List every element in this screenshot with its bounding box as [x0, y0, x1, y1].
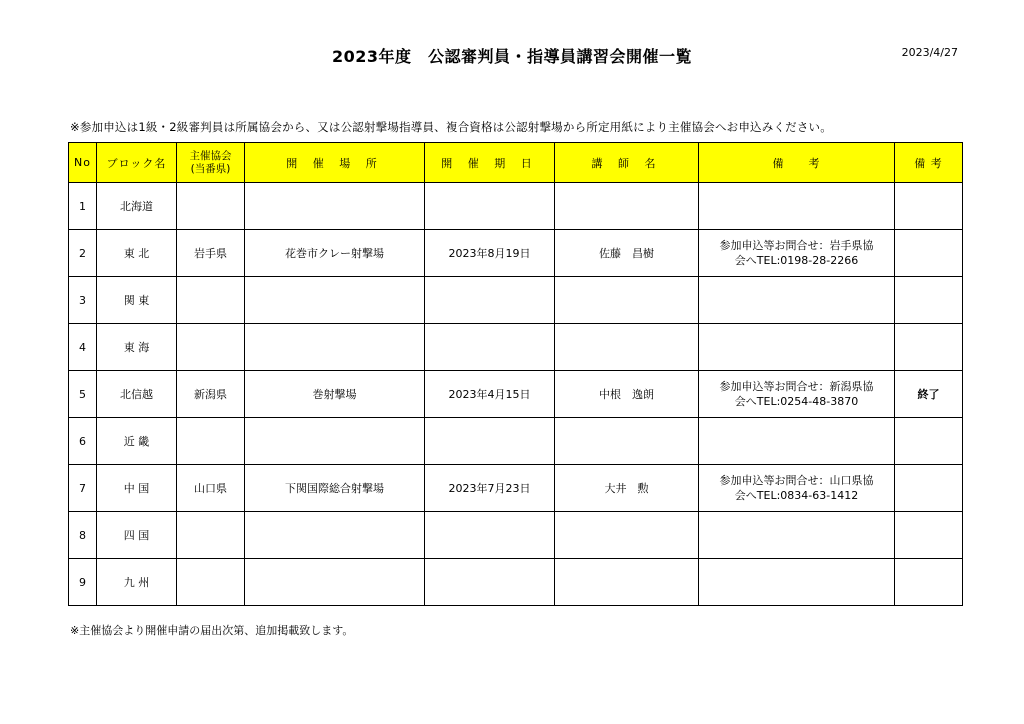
cell-status: [895, 183, 963, 230]
cell-no: 6: [69, 418, 97, 465]
seminar-schedule-table: [68, 142, 963, 606]
cell-status: [895, 230, 963, 277]
cell-host: [177, 559, 245, 606]
cell-block: 近 畿: [97, 418, 177, 465]
header-host-line1: 主催協会: [189, 149, 232, 162]
header-remarks-2: 備 考: [895, 143, 963, 183]
cell-no: 3: [69, 277, 97, 324]
cell-date: 2023年7月23日: [425, 465, 555, 512]
cell-host: 新潟県: [177, 371, 245, 418]
cell-instructor: 大井 勲: [555, 465, 699, 512]
cell-notes: [699, 277, 895, 324]
cell-date: 2023年8月19日: [425, 230, 555, 277]
table-row: [69, 277, 963, 324]
cell-status: [895, 465, 963, 512]
cell-instructor: [555, 418, 699, 465]
table-row: [69, 230, 963, 277]
cell-instructor: 中根 逸朗: [555, 371, 699, 418]
header-remarks: 備 考: [699, 143, 895, 183]
cell-status: [895, 512, 963, 559]
table-header-row: [69, 143, 963, 183]
header-instructor: 講 師 名: [555, 143, 699, 183]
cell-instructor: [555, 512, 699, 559]
table-row: [69, 465, 963, 512]
cell-venue: 花巻市クレー射撃場: [245, 230, 425, 277]
cell-status: 終了: [895, 371, 963, 418]
cell-block: 北信越: [97, 371, 177, 418]
header-date: 開 催 期 日: [425, 143, 555, 183]
table-row: [69, 183, 963, 230]
header-host: [177, 143, 245, 183]
page-title: 2023年度 公認審判員・指導員講習会開催一覧: [331, 47, 693, 66]
cell-date: [425, 324, 555, 371]
notes-line2: 会へTEL:0198-28-2266: [734, 254, 859, 267]
cell-notes: [699, 230, 895, 277]
application-note: ※参加申込は1級・2級審判員は所属協会から、又は公認射撃場指導員、複合資格は公認射撃場から所定用紙により主催協会へお申込みください。: [70, 120, 832, 134]
cell-no: 5: [69, 371, 97, 418]
cell-notes: [699, 324, 895, 371]
cell-block: 関 東: [97, 277, 177, 324]
cell-status: [895, 418, 963, 465]
cell-venue: [245, 183, 425, 230]
cell-date: [425, 418, 555, 465]
document-date: 2023/4/27: [901, 46, 958, 59]
cell-notes: [699, 512, 895, 559]
cell-no: 8: [69, 512, 97, 559]
footer-note: ※主催協会より開催申請の届出次第、追加掲載致します。: [70, 624, 354, 637]
cell-block: 東 海: [97, 324, 177, 371]
notes-line1: 参加申込等お問合せ：新潟県協: [719, 380, 874, 393]
header-venue: 開 催 場 所: [245, 143, 425, 183]
notes-line2: 会へTEL:0254-48-3870: [734, 395, 859, 408]
table-row: [69, 324, 963, 371]
cell-no: 1: [69, 183, 97, 230]
cell-venue: [245, 559, 425, 606]
cell-venue: [245, 512, 425, 559]
cell-no: 2: [69, 230, 97, 277]
cell-status: [895, 559, 963, 606]
cell-no: 9: [69, 559, 97, 606]
cell-block: 九 州: [97, 559, 177, 606]
cell-no: 4: [69, 324, 97, 371]
cell-host: [177, 324, 245, 371]
cell-venue: [245, 277, 425, 324]
cell-instructor: [555, 277, 699, 324]
cell-date: [425, 277, 555, 324]
notes-line2: 会へTEL:0834-63-1412: [734, 489, 859, 502]
cell-notes: [699, 418, 895, 465]
cell-venue: 巻射撃場: [245, 371, 425, 418]
cell-notes: [699, 559, 895, 606]
notes-line1: 参加申込等お問合せ：岩手県協: [719, 239, 874, 252]
cell-date: [425, 183, 555, 230]
cell-block: 東 北: [97, 230, 177, 277]
cell-status: [895, 324, 963, 371]
cell-date: [425, 512, 555, 559]
table-row: [69, 559, 963, 606]
cell-date: 2023年4月15日: [425, 371, 555, 418]
cell-instructor: [555, 183, 699, 230]
cell-notes: [699, 183, 895, 230]
table-row: [69, 371, 963, 418]
cell-venue: 下関国際総合射撃場: [245, 465, 425, 512]
cell-instructor: [555, 324, 699, 371]
cell-instructor: 佐藤 昌樹: [555, 230, 699, 277]
header-block: ブロック名: [97, 143, 177, 183]
cell-host: [177, 277, 245, 324]
table-row: [69, 512, 963, 559]
cell-host: [177, 183, 245, 230]
cell-no: 7: [69, 465, 97, 512]
cell-notes: [699, 371, 895, 418]
cell-host: 山口県: [177, 465, 245, 512]
header-no: No: [69, 143, 97, 183]
cell-block: 中 国: [97, 465, 177, 512]
cell-instructor: [555, 559, 699, 606]
cell-block: 北海道: [97, 183, 177, 230]
table-row: [69, 418, 963, 465]
cell-status: [895, 277, 963, 324]
notes-line1: 参加申込等お問合せ：山口県協: [719, 474, 874, 487]
header-host-line2: (当番県): [190, 162, 231, 175]
cell-venue: [245, 418, 425, 465]
cell-host: 岩手県: [177, 230, 245, 277]
cell-host: [177, 512, 245, 559]
cell-block: 四 国: [97, 512, 177, 559]
cell-venue: [245, 324, 425, 371]
cell-host: [177, 418, 245, 465]
cell-date: [425, 559, 555, 606]
cell-notes: [699, 465, 895, 512]
